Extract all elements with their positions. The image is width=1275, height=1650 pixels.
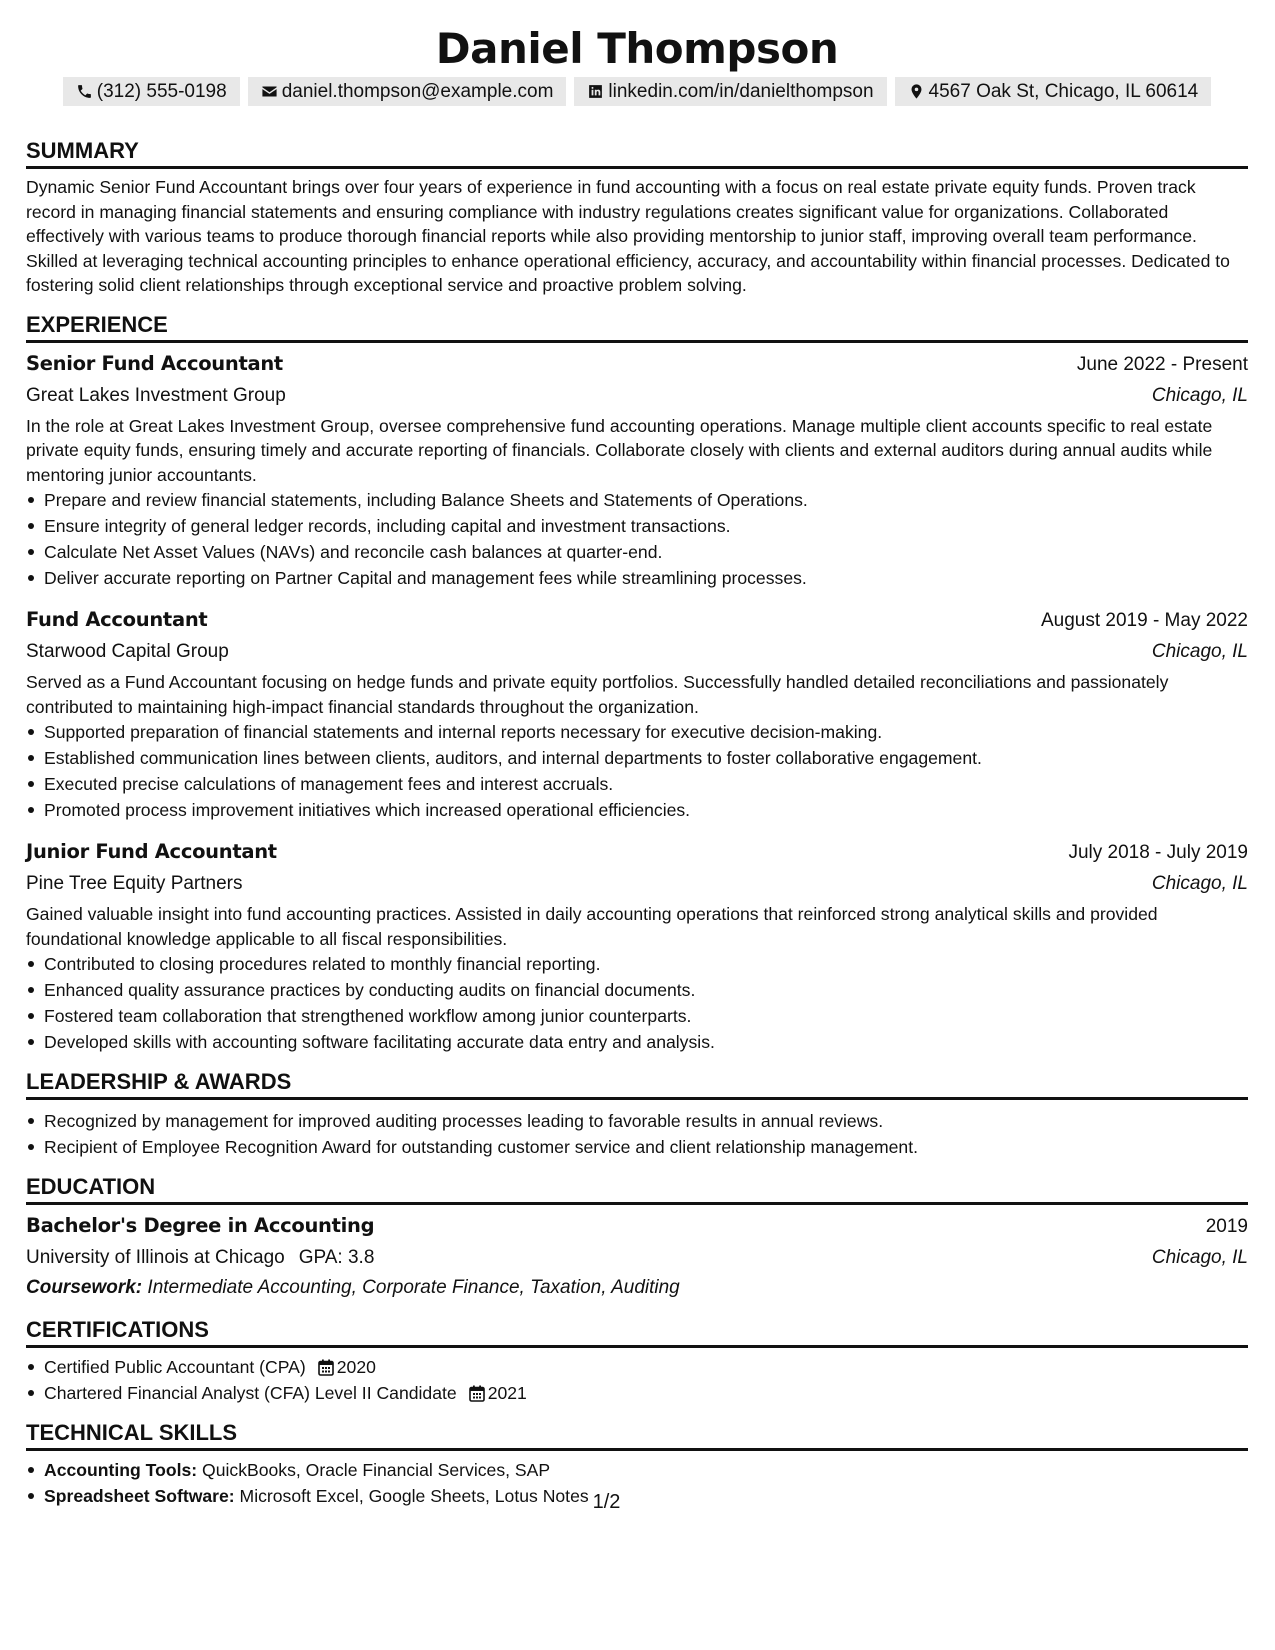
job-company: Great Lakes Investment Group — [26, 384, 286, 406]
gpa: GPA: 3.8 — [298, 1247, 375, 1268]
job-bullets — [26, 719, 1248, 823]
education-heading: EDUCATION — [26, 1174, 1248, 1205]
calendar-icon — [318, 1359, 334, 1376]
calendar-icon — [469, 1385, 485, 1402]
envelope-icon — [261, 83, 278, 100]
contact-bar — [26, 77, 1248, 106]
certifications-list — [26, 1354, 1248, 1406]
certification-name: Chartered Financial Analyst (CFA) Level II Candidate — [44, 1383, 457, 1403]
list-item: Deliver accurate reporting on Partner Capital and management fees while streamlining processes. — [26, 565, 1248, 591]
list-item: Contributed to closing procedures related to monthly financial reporting. — [26, 951, 1248, 977]
list-item: Executed precise calculations of management fees and interest accruals. — [26, 771, 1248, 797]
experience-entry — [26, 348, 1248, 592]
job-title: Fund Accountant — [26, 608, 208, 631]
skill-value: Microsoft Excel, Google Sheets, Lotus Notes — [239, 1486, 589, 1506]
list-item: Supported preparation of financial statements and internal reports necessary for executive decision-making. — [26, 719, 1248, 745]
candidate-name: Daniel Thompson — [435, 24, 839, 73]
job-bullets — [26, 487, 1248, 591]
coursework-list: Intermediate Accounting, Corporate Finance, Taxation, Auditing — [147, 1277, 680, 1298]
list-item: Recipient of Employee Recognition Award for outstanding customer service and client relationship management. — [26, 1134, 1248, 1160]
job-dates: August 2019 - May 2022 — [1040, 610, 1248, 631]
school-name: University of Illinois at Chicago — [26, 1247, 285, 1268]
list-item: Enhanced quality assurance practices by conducting audits on financial documents. — [26, 977, 1248, 1003]
experience-entry — [26, 836, 1248, 1055]
linkedin-link[interactable]: linkedin.com/in/danielthompson — [608, 81, 874, 102]
graduation-year: 2019 — [1205, 1216, 1248, 1237]
certifications-heading: CERTIFICATIONS — [26, 1317, 1248, 1348]
contact-linkedin[interactable] — [574, 77, 886, 106]
experience-entry — [26, 604, 1248, 823]
contact-address — [895, 77, 1212, 106]
leadership-list — [26, 1108, 1248, 1160]
job-company: Starwood Capital Group — [26, 641, 229, 662]
skill-label: Spreadsheet Software: — [44, 1486, 235, 1506]
education-entry — [26, 1210, 1248, 1303]
coursework — [26, 1273, 1248, 1303]
list-item: Promoted process improvement initiatives which increased operational efficiencies. — [26, 797, 1248, 823]
job-bullets — [26, 951, 1248, 1055]
job-location: Chicago, IL — [1151, 873, 1248, 894]
leadership-heading: LEADERSHIP & AWARDS — [26, 1069, 1248, 1100]
linkedin-icon — [587, 83, 604, 100]
skill-value: QuickBooks, Oracle Financial Services, SAP — [202, 1460, 551, 1480]
resume-page — [26, 0, 1248, 1509]
school-location: Chicago, IL — [1151, 1247, 1248, 1268]
job-company: Pine Tree Equity Partners — [26, 873, 243, 894]
list-item: Fostered team collaboration that strengthened workflow among junior counterparts. — [26, 1003, 1248, 1029]
job-location: Chicago, IL — [1151, 641, 1248, 662]
job-description: Gained valuable insight into fund accounting practices. Assisted in daily accounting operations that reinforced strong analytical skills and provided foundational knowledge applicable to all fiscal responsibilities. — [26, 904, 1158, 949]
job-description: Served as a Fund Accountant focusing on hedge funds and private equity portfolios. Successfully handled detailed reconciliations and passionately contributed to maintaining high-impact financial standards throughout the organization. — [26, 672, 1169, 717]
list-item: Prepare and review financial statements, including Balance Sheets and Statements of Operations. — [26, 487, 1248, 513]
degree-title: Bachelor's Degree in Accounting — [26, 1214, 375, 1237]
email-link[interactable]: daniel.thompson@example.com — [281, 81, 554, 102]
list-item — [26, 1380, 1248, 1406]
list-item — [26, 1354, 1248, 1380]
job-title: Senior Fund Accountant — [26, 351, 283, 375]
job-description: In the role at Great Lakes Investment Group, oversee comprehensive fund accounting operations. Manage multiple client accounts specific to real estate private equity funds, ensuring timely and accurate reporting of financials. Collaborate closely with clients and external auditors during annual audits while mentoring junior accountants. — [26, 415, 1213, 485]
experience-heading: EXPERIENCE — [26, 312, 1248, 343]
skills-heading: TECHNICAL SKILLS — [26, 1420, 1248, 1451]
coursework-label: Coursework: — [26, 1277, 143, 1298]
list-item: Recognized by management for improved auditing processes leading to favorable results in annual reviews. — [26, 1108, 1248, 1134]
list-item: Developed skills with accounting software facilitating accurate data entry and analysis. — [26, 1029, 1248, 1055]
list-item: Calculate Net Asset Values (NAVs) and reconcile cash balances at quarter-end. — [26, 539, 1248, 565]
certification-year: 2020 — [336, 1357, 376, 1377]
job-dates: June 2022 - Present — [1076, 353, 1248, 375]
certification-name: Certified Public Accountant (CPA) — [44, 1357, 306, 1377]
page-number: 1/2 — [592, 1491, 621, 1513]
list-item — [26, 1457, 1248, 1483]
job-location: Chicago, IL — [1151, 384, 1248, 406]
list-item: Ensure integrity of general ledger records, including capital and investment transactions. — [26, 513, 1248, 539]
contact-phone — [63, 77, 240, 106]
skill-label: Accounting Tools: — [44, 1460, 198, 1480]
summary-heading: SUMMARY — [26, 138, 1248, 169]
phone-text: (312) 555-0198 — [96, 81, 227, 102]
list-item: Established communication lines between clients, auditors, and internal departments to foster collaborative engagement. — [26, 745, 1248, 771]
school-line — [26, 1242, 374, 1273]
job-dates: July 2018 - July 2019 — [1068, 842, 1248, 863]
phone-icon — [76, 83, 93, 100]
map-pin-icon — [908, 83, 925, 100]
certification-year: 2021 — [487, 1383, 527, 1403]
address-text: 4567 Oak St, Chicago, IL 60614 — [928, 81, 1199, 102]
contact-email[interactable] — [248, 77, 567, 106]
job-title: Junior Fund Accountant — [26, 840, 277, 863]
summary-text: Dynamic Senior Fund Accountant brings over four years of experience in fund accounting with a focus on real estate private equity funds. Proven track record in managing financial statements and ensuring compliance with industry regulations creates significant value for organizations. Collaborated effectively with various teams to produce thorough financial reports while also providing mentorship to junior staff, improving overall team performance. Skilled at leveraging technical accounting principles to enhance operational efficiency, accuracy, and accountability within financial processes. Dedicated to fostering solid client relationships through exceptional service and proactive problem solving. — [26, 177, 1230, 295]
